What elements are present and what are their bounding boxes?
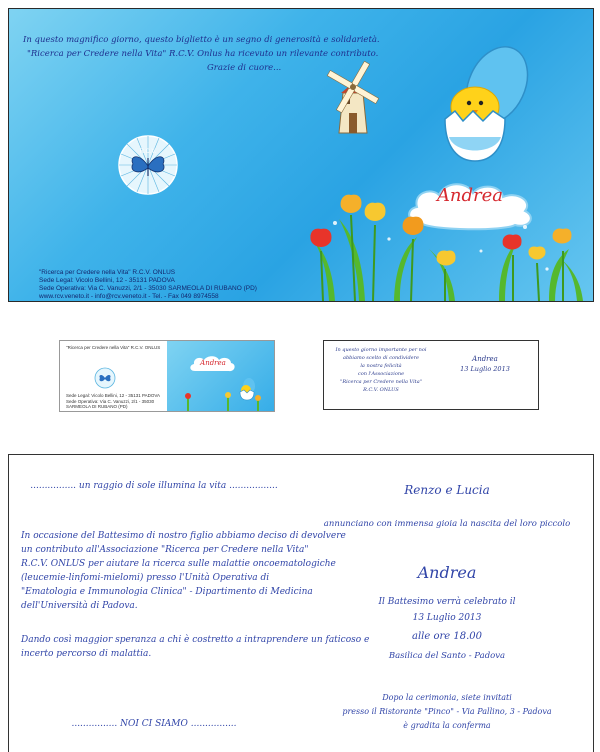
thumb-org-line-3: Sede Operativa: Via C. Vanuzzi, 2/1 - 35030 SARMEOLA DI RUBANO (PD) bbox=[66, 399, 155, 409]
thumb-right-line-4: con l'Associazione bbox=[357, 371, 405, 377]
org-line-2: Sede Legal: Vicolo Bellini, 12 - 35131 PADOVA bbox=[39, 277, 175, 284]
ceremony-line-1: Il Battesimo verrà celebrato il bbox=[378, 597, 516, 607]
thumbnail-inside bbox=[323, 340, 539, 410]
card-inside bbox=[8, 454, 594, 752]
motto: ................ un raggio di sole illumina la vita ................. bbox=[30, 481, 278, 491]
egg-chick-icon bbox=[425, 37, 535, 167]
thumb-org-line-2: Sede Legal: Vicolo Bellini, 12 - 35131 PADOVA bbox=[66, 393, 161, 398]
para2-line-1: Dando così maggior speranza a chi è costretto a intraprendere un faticoso e bbox=[21, 635, 370, 645]
para1-line-2: un contributo all'Associazione "Ricerca per Credere nella Vita" bbox=[21, 545, 309, 555]
org-line-4: www.rcv.veneto.it - info@rcv.veneto.it - Tel. - Fax 049 8974558 bbox=[39, 293, 219, 300]
baby-name-inside: Andrea bbox=[417, 563, 477, 582]
para2-line-2: incerto percorso di malattia. bbox=[21, 649, 152, 659]
tulips-icon bbox=[299, 179, 593, 301]
after-line-1: Dopo la cerimonia, siete invitati bbox=[382, 693, 512, 702]
thumbnail-front bbox=[59, 340, 275, 412]
rcv-logo-icon bbox=[117, 134, 179, 196]
org-line-1: "Ricerca per Credere nella Vita" R.C.V. ONLUS bbox=[39, 269, 176, 276]
thanks-line-1: In questo magnifico giorno, questo biglietto è un segno di generosità e solidarietà. bbox=[23, 35, 380, 45]
thumb-org-line-1: "Ricerca per Credere nella Vita" R.C.V. ONLUS bbox=[66, 345, 161, 350]
baby-name-front: Andrea bbox=[436, 185, 504, 206]
ceremony-time: alle ore 18.00 bbox=[412, 631, 482, 642]
ceremony-location: Basilica del Santo - Padova bbox=[388, 651, 506, 661]
para1-line-5: "Ematologia e Immunologia Clinica" - Dipartimento di Medicina bbox=[21, 587, 313, 597]
thumb-right-line-2: abbiamo scelto di condividere bbox=[343, 355, 419, 361]
windmill-icon bbox=[321, 57, 391, 137]
thumb-right-date: 13 Luglio 2013 bbox=[460, 365, 510, 373]
thumb-right-line-1: In questo giorno importante per noi bbox=[335, 347, 427, 353]
thumb-right-name: Andrea bbox=[472, 355, 498, 363]
announcement: annunciano con immensa gioia la nascita del loro piccolo bbox=[323, 519, 571, 529]
thumb-sky bbox=[167, 341, 274, 411]
org-line-3: Sede Operativa: Via C. Vanuzzi, 2/1 - 35030 SARMEOLA DI RUBANO (PD) bbox=[39, 285, 257, 292]
para1-line-1: In occasione del Battesimo di nostro figlio abbiamo deciso di devolvere bbox=[21, 531, 346, 541]
ceremony-date: 13 Luglio 2013 bbox=[412, 613, 482, 623]
after-line-2: presso il Ristorante "Pinco" - Via Pallino, 3 - Padova bbox=[342, 707, 552, 716]
thanks-line-2: "Ricerca per Credere nella Vita" R.C.V. Onlus ha ricevuto un rilevante contributo. bbox=[27, 49, 379, 59]
thumb-baby-name: Andrea bbox=[200, 359, 226, 367]
para1-line-3: R.C.V. ONLUS per aiutare la ricerca sulle malattie oncoematologiche bbox=[21, 559, 336, 569]
closing-noi-ci-siamo: ................ NOI CI SIAMO ................ bbox=[71, 719, 237, 729]
card-front bbox=[8, 8, 594, 302]
para1-line-4: (leucemie-linfomi-mielomi) presso l'Unità Operativa di bbox=[21, 573, 270, 583]
thumb-right-line-6: R.C.V. ONLUS bbox=[363, 387, 399, 393]
thanks-line-3: Grazie di cuore... bbox=[207, 63, 282, 73]
thumb-right-line-5: "Ricerca per Credere nella Vita" bbox=[340, 379, 422, 385]
thumb-right-line-3: la nostra felicità bbox=[360, 363, 402, 369]
logo-text: R.C.V. bbox=[139, 149, 157, 155]
thumb-logo-icon bbox=[94, 367, 116, 389]
thumb-tulips-icon bbox=[167, 391, 274, 411]
para1-line-6: dell'Università di Padova. bbox=[21, 601, 138, 611]
parents-names: Renzo e Lucia bbox=[404, 483, 490, 497]
after-line-3: è gradita la conferma bbox=[403, 721, 491, 730]
